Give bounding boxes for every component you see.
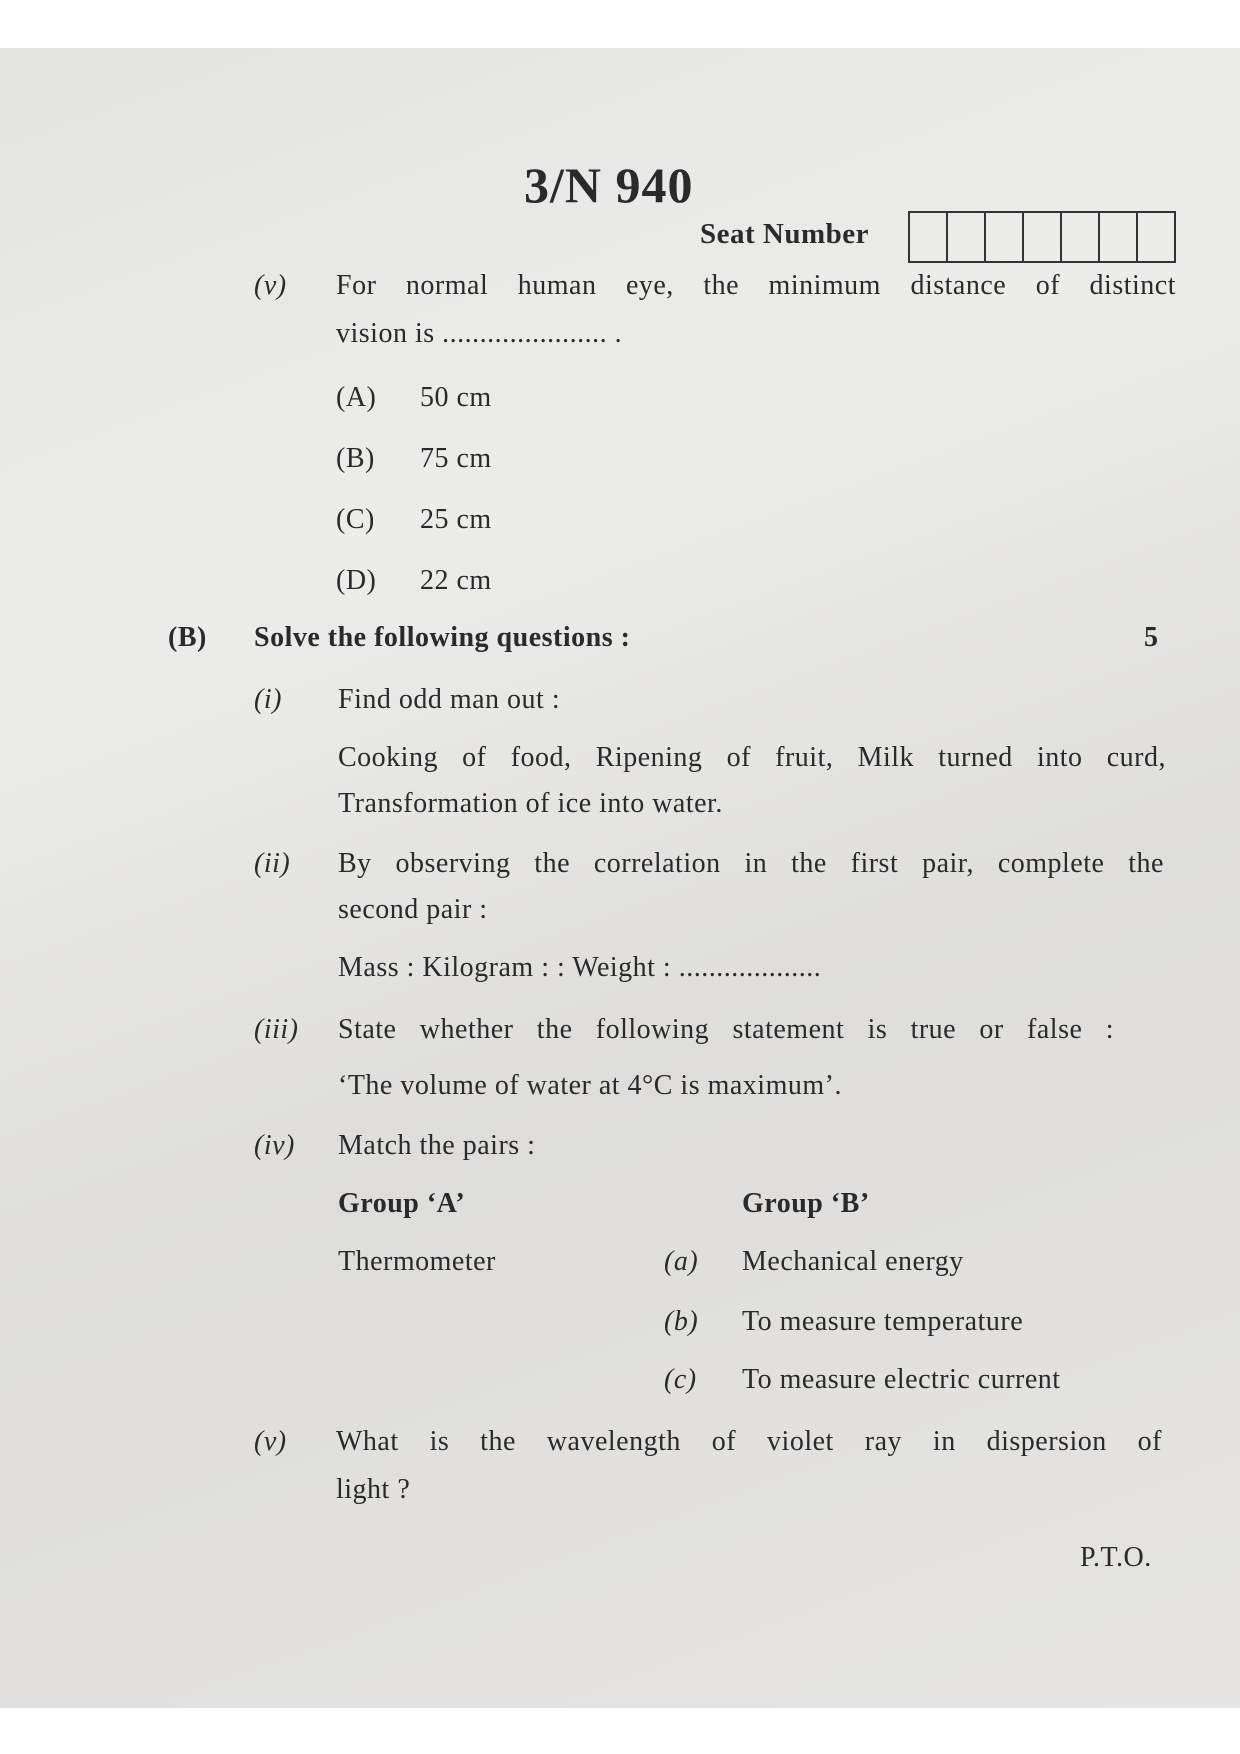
question-number: (iv) (254, 1130, 295, 1161)
question-number: (v) (254, 270, 287, 301)
question-text: Find odd man out : (338, 684, 561, 715)
question-text: By observing the correlation in the first pair, complete the (338, 848, 1164, 879)
section-marks: 5 (1144, 622, 1159, 653)
option-text: 75 cm (420, 443, 492, 474)
group-a-header: Group ‘A’ (338, 1188, 466, 1219)
option-text: 25 cm (420, 504, 492, 535)
question-text: Match the pairs : (338, 1130, 536, 1161)
group-a-item: Thermometer (338, 1246, 496, 1277)
group-b-header: Group ‘B’ (742, 1188, 870, 1219)
question-number: (ii) (254, 848, 291, 879)
footer-pto: P.T.O. (1080, 1542, 1152, 1573)
option-label: (B) (336, 443, 375, 474)
question-text: second pair : (338, 894, 488, 925)
question-text: Mass : Kilogram : : Weight : ................... (338, 952, 822, 983)
group-b-label: (c) (664, 1364, 697, 1395)
exam-page (0, 48, 1240, 1708)
option-text: 50 cm (420, 382, 492, 413)
option-label: (A) (336, 382, 377, 413)
question-text: vision is ...................... . (336, 318, 623, 349)
seat-number-label: Seat Number (700, 218, 870, 250)
question-text: Cooking of food, Ripening of fruit, Milk turned into curd, (338, 742, 1166, 773)
question-text: Transformation of ice into water. (338, 788, 723, 819)
group-b-label: (b) (664, 1306, 699, 1337)
question-text: State whether the following statement is true or false : (338, 1014, 1114, 1045)
question-number: (iii) (254, 1014, 299, 1045)
section-label: (B) (168, 622, 207, 653)
paper-code: 3/N 940 (524, 157, 694, 213)
option-label: (C) (336, 504, 375, 535)
question-text: For normal human eye, the minimum distance of distinct (336, 270, 1176, 301)
seat-number-boxes[interactable] (908, 211, 1176, 263)
section-title: Solve the following questions : (254, 622, 631, 653)
question-number: (i) (254, 684, 282, 715)
question-text: light ? (336, 1474, 411, 1505)
group-b-item: Mechanical energy (742, 1246, 964, 1277)
option-text: 22 cm (420, 565, 492, 596)
group-b-item: To measure temperature (742, 1306, 1024, 1337)
question-number: (v) (254, 1426, 287, 1457)
group-b-label: (a) (664, 1246, 699, 1277)
question-text: What is the wavelength of violet ray in dispersion of (336, 1426, 1162, 1457)
group-b-item: To measure electric current (742, 1364, 1061, 1395)
question-text: ‘The volume of water at 4°C is maximum’. (338, 1070, 842, 1101)
option-label: (D) (336, 565, 377, 596)
